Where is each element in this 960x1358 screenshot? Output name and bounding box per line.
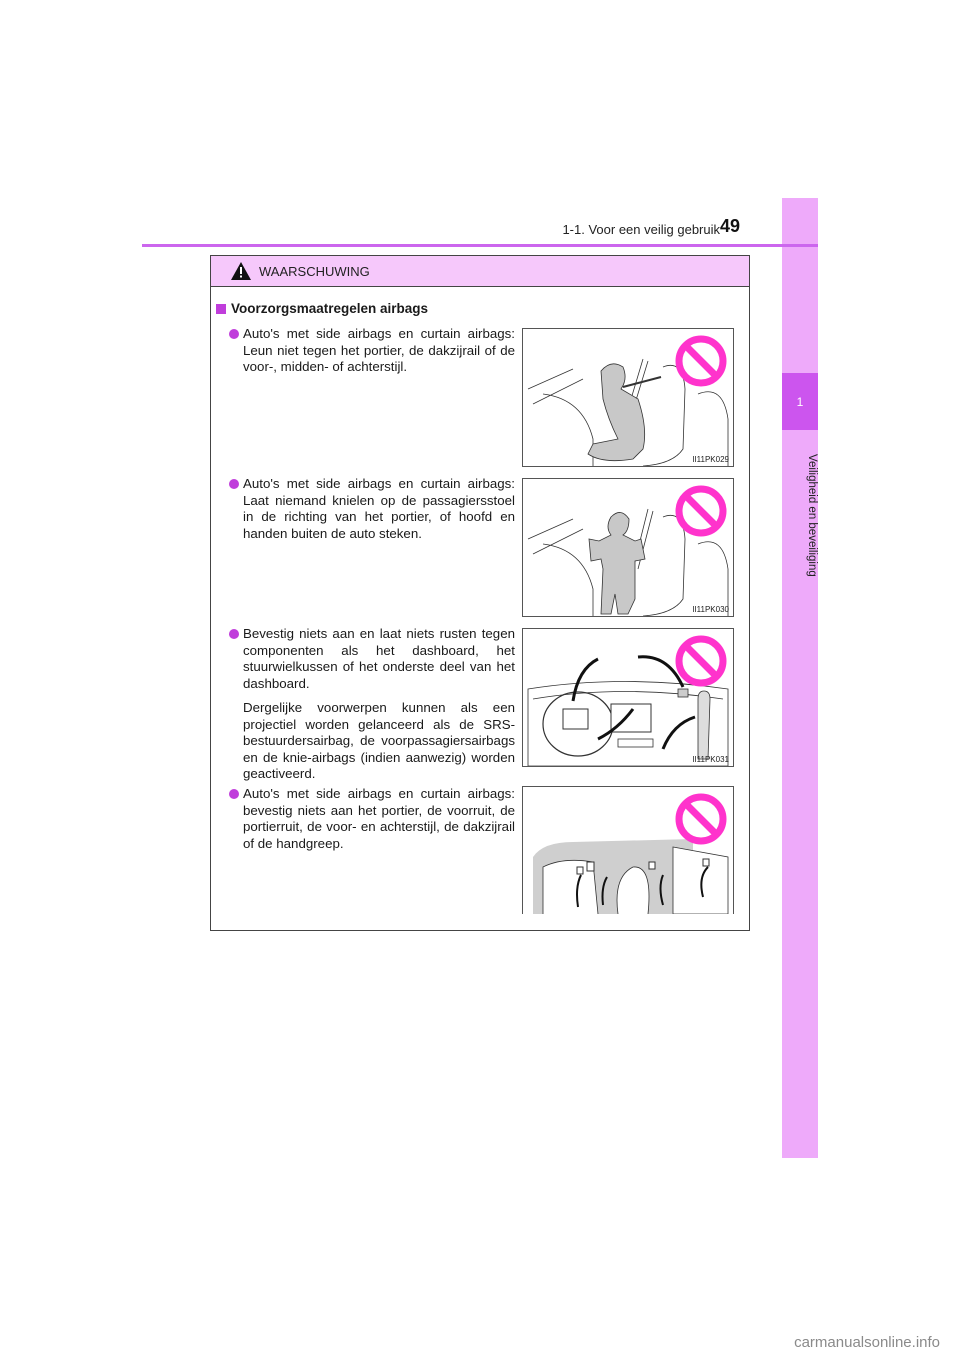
running-head: 1-1. Voor een veilig gebruik <box>562 222 720 237</box>
illustration-code: II11PK029 <box>692 455 729 464</box>
item-text: Auto's met side airbags en curtain airbags: Leun niet tegen het portier, de dakzijrail of de voor-, midden- of achterstijl. <box>243 326 515 374</box>
page-number: 49 <box>720 216 741 236</box>
illustration-kneeling-on-seat <box>522 478 734 617</box>
warning-triangle-icon <box>231 262 251 280</box>
list-item <box>229 626 515 791</box>
illustration-cabin-hooks <box>522 786 734 914</box>
chapter-number-tab[interactable] <box>782 373 818 430</box>
warning-header <box>211 256 749 287</box>
warning-title: WAARSCHUWING <box>259 263 370 279</box>
bullet-icon <box>229 329 239 339</box>
illustration-code: II11PK030 <box>692 605 729 614</box>
bullet-icon <box>229 789 239 799</box>
chapter-sidebar <box>782 198 818 1158</box>
section-heading <box>216 301 428 316</box>
square-bullet-icon <box>216 304 226 314</box>
list-item <box>229 476 515 550</box>
chapter-title: Veiligheid en beveiliging <box>806 453 818 577</box>
bullet-icon <box>229 479 239 489</box>
warning-box <box>210 255 750 931</box>
chapter-number: 1 <box>796 394 804 409</box>
illustration-leaning-on-door <box>522 328 734 467</box>
item-text: Auto's met side airbags en curtain airbags: bevestig niets aan het portier, de voorruit, de portierruit, de voor- en achterstijl, de dakzijrail of de handgreep. <box>243 786 515 851</box>
header-divider <box>142 244 818 247</box>
illustration-code: II11PK031 <box>692 755 729 764</box>
bullet-icon <box>229 629 239 639</box>
watermark: carmanualsonline.info <box>794 1334 940 1351</box>
item-text: Auto's met side airbags en curtain airbags: Laat niemand knielen op de passagiersstoel in de richting van het portier, of hoofd en handen buiten de auto steken. <box>243 476 515 541</box>
list-item <box>229 786 515 860</box>
prohibited-icon <box>675 635 727 687</box>
list-item <box>229 326 515 384</box>
item-text: Bevestig niets aan en laat niets rusten tegen componenten als het dashboard, het stuurwielkussen of het onderste deel van het dashboard. <box>243 626 515 691</box>
prohibited-icon <box>675 793 727 845</box>
prohibited-icon <box>675 335 727 387</box>
illustration-dashboard-objects <box>522 628 734 767</box>
item-text-continued: Dergelijke voorwerpen kunnen als een projectiel worden gelanceerd als de SRS-bestuurdersairbag, de voorpassagiersairbags en de knie-airbags (indien aanwezig) worden geactiveerd. <box>243 700 515 781</box>
prohibited-icon <box>675 485 727 537</box>
section-title: Voorzorgsmaatregelen airbags <box>231 301 429 316</box>
